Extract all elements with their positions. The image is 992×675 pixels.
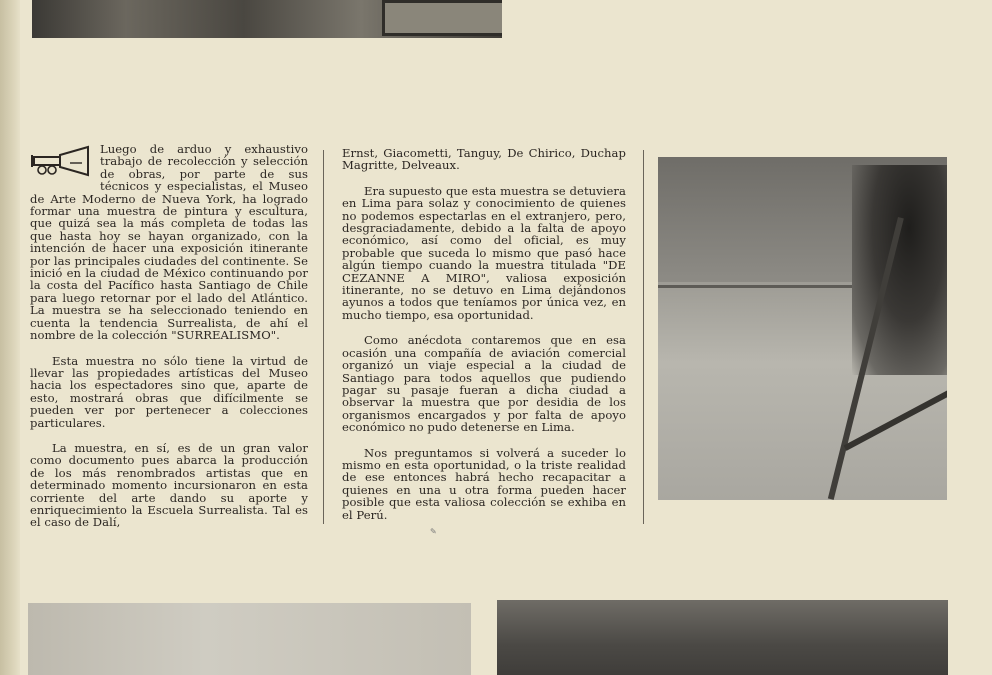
paragraph: Ernst, Giacometti, Tanguy, De Chirico, Duchap Magritte, Delveaux. [342, 146, 626, 173]
column-divider [643, 150, 644, 524]
article-column-2 [342, 147, 626, 534]
paragraph: Era supuesto que esta muestra se detuviera en Lima para solaz y conocimiento de quienes no podemos espectarlas en el extranjero, pero, desgraciadamente, debido a la falta de apoyo económico, así como del oficial, es muy probable que suceda lo mismo que pasó hace algún tiempo cuando la muestra titulada "DE CEZANNE A MIRO", valiosa exposición itinerante, no se detuvo en Lima dejándonos ayunos a todos que teníamos por única vez, en mucho tiempo, esa oportunidad. [342, 183, 626, 322]
paragraph: Luego de arduo y exhaustivo trabajo de recolección y selección de obras, por parte de sus técnicos y especialistas, el Museo de Arte Moderno de Nueva York, ha logrado formar una muestra de pintura y escultura, que quizá sea la más completa de todas las que hasta hoy se hayan organizado, con la intención de hacer una exposición itinerante por las principales ciudades del continente. Se inició en la ciudad de México continuando por la costa del Pacífico hasta Santiago de Chile para luego retornar por el lado del Atlántico. La muestra se ha seleccionado teniendo en cuenta la tendencia Surrealista, de ahí el nombre de la colección "SURREALISMO". [30, 142, 308, 343]
print-mark: ✎ [430, 527, 437, 536]
paragraph: La muestra, en sí, es de un gran valor como documento pues abarca la producción de los más renombrados artistas que en determinado momento incursionaron en esta corriente del arte dando su aporte y enriquecimiento la Escuela Surrealista. Tal es el caso de Dalí, [30, 440, 308, 530]
column-divider [323, 150, 324, 524]
photo-top-frame [382, 0, 502, 36]
paragraph: Como anécdota contaremos que en esa ocasión una compañía de aviación comercial organizó un viaje especial a la ciudad de Santiago para todos aquellos que pudiendo pagar su pasaje fueran a dicha ciudad a observar la muestra que por desidia de los organismos encargados y por falta de apoyo económico no pudo detenerse en Lima. [342, 333, 626, 435]
artwork-shadow [844, 389, 947, 451]
photo-bottom-right [497, 600, 948, 675]
paragraph: Esta muestra no sólo tiene la virtud de llevar las propiedades artísticas del Museo hacia los espectadores sino que, aparte de esto, mostrará obras que difícilmente se pueden ver por pertenecer a colecciones particulares. [30, 353, 308, 430]
article-column-1 [30, 143, 308, 542]
surrealist-artwork-photo [658, 157, 947, 500]
photo-bottom-left [28, 603, 471, 675]
photo-top [32, 0, 502, 38]
trumpet-icon [30, 143, 94, 179]
page-binding-edge [0, 0, 20, 675]
paragraph: Nos preguntamos si volverá a suceder lo mismo en esta oportunidad, o la triste realidad de ese entonces habrá hecho recapacitar a quienes en una u otra forma pueden hacer posible que esta valiosa colección se exhiba en el Perú. [342, 445, 626, 522]
